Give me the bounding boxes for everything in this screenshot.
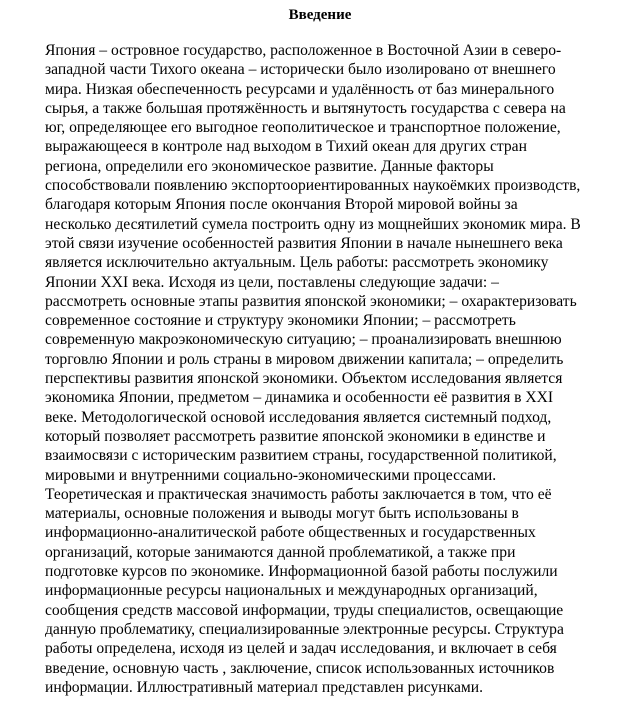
text-line: материалы, основные положения и выводы могут быть использованы в [45,505,519,523]
text-line: современное состояние и структуру экономики Японии; – рассмотреть [45,312,516,330]
text-line: торговлю Японии и роль страны в мировом движении капитала; – определить [45,350,564,368]
text-line: введение, основную часть , заключение, список использованных источников [45,659,555,677]
text-line: информационно-аналитической работе общественных и государственных [45,524,536,542]
text-line: данную проблематику, специализированные электронные ресурсы. Структура [45,620,564,638]
text-line: современную макроэкономическую ситуацию; – проанализировать внешнюю [45,331,562,349]
text-line: информационные ресурсы национальных и международных организаций, [45,582,538,600]
text-line: рассмотреть основные этапы развития японской экономики; – охарактеризовать [45,292,577,310]
text-line: Японии XXI века. Исходя из цели, поставлены следующие задачи: – [45,273,499,291]
page-title: Введение [288,7,352,23]
text-line: несколько десятилетий сумела построить одну из мощнейших экономик мира. В [45,215,581,233]
text-line: работы определена, исходя из целей и задач исследования, и включает в себя [45,640,557,658]
text-line: организаций, которые занимаются данной проблематикой, а также при [45,543,516,561]
text-line: информации. Иллюстративный материал представлен рисунками. [45,678,483,696]
text-line: взаимосвязи с историческим развитием страны, государственной политикой, [45,447,557,465]
text-line: является исключительно актуальным. Цель работы: рассмотреть экономику [45,254,549,272]
text-line: благодаря которым Япония после окончания Второй мировой войны за [45,196,518,214]
body-text [45,41,632,697]
text-line: выражающееся в контроле над выходом в Тихий океан для других стран [45,138,527,156]
text-line: подготовке курсов по экономике. Информационной базой работы послужили [45,563,558,581]
text-line: перспективы развития японской экономики. Объектом исследования является [45,370,563,388]
text-line: мира. Низкая обеспеченность ресурсами и удалённость от баз минерального [45,80,555,98]
text-line: региона, определили его экономическое развитие. Данные факторы [45,157,494,175]
text-line: сообщения средств массовой информации, труды специалистов, освещающие [45,601,564,619]
text-line: который позволяет рассмотреть развитие японской экономики в единстве и [45,427,546,445]
text-line: западной части Тихого океана – исторически было изолировано от внешнего [45,61,556,79]
text-line: этой связи изучение особенностей развития Японии в начале нынешнего века [45,234,563,252]
text-line: экономика Японии, предметом – динамика и особенности её развития в XXI [45,389,554,407]
text-line: сырья, а также большая протяжённость и вытянутость государства с севера на [45,99,566,117]
text-line: способствовали появлению экспортоориентированных наукоёмких производств, [45,177,581,195]
text-line: Япония – островное государство, расположенное в Восточной Азии в северо- [45,42,562,59]
text-line: мировыми и внутренними социально-экономическими процессами. [45,466,497,484]
text-line: Теоретическая и практическая значимость работы заключается в том, что её [45,485,552,503]
text-line: веке. Методологической основой исследования является системный подход, [45,408,552,426]
text-line: юг, определяющее его выгодное геополитическое и транспортное положение, [45,119,561,137]
